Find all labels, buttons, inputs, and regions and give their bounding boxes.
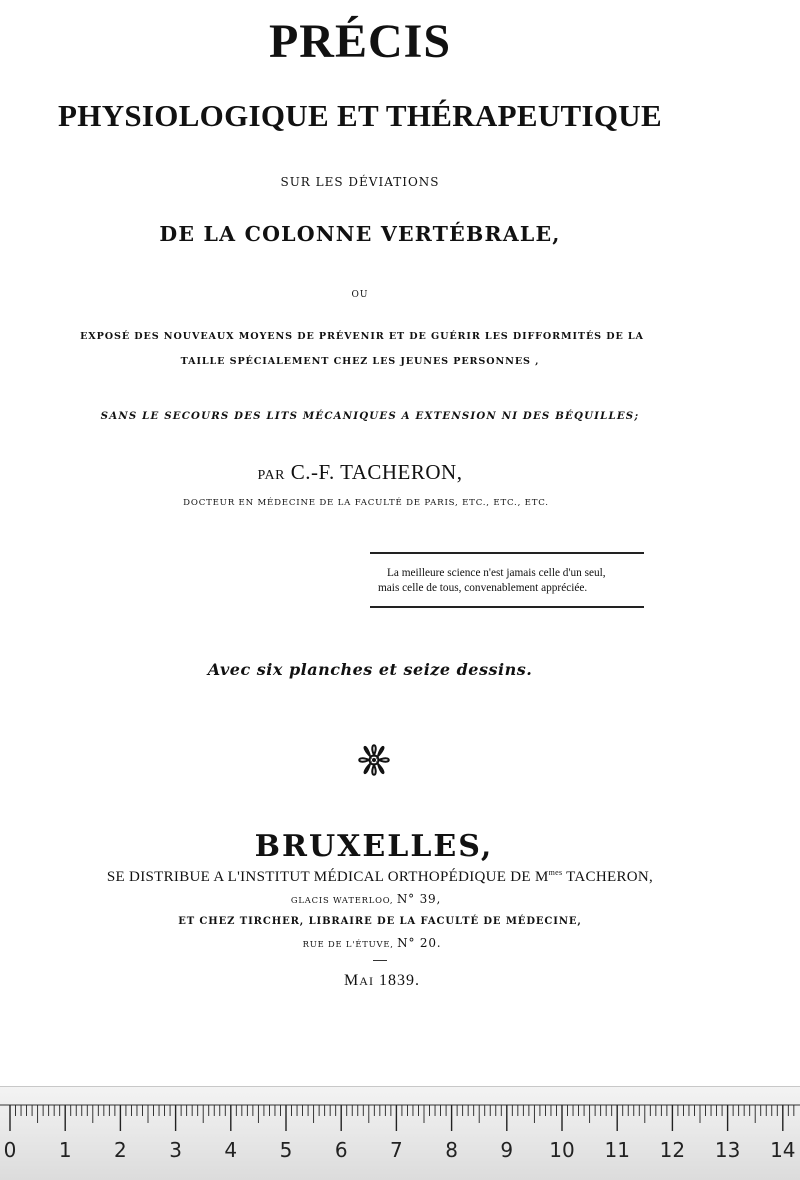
distribution-line-1-prefix: SE DISTRIBUE A L'INSTITUT MÉDICAL ORTHOPÉDIQUE DE M <box>106 869 549 885</box>
ruler-label: 4 <box>224 1138 238 1162</box>
address-line-2 <box>12 936 732 950</box>
subtitle-line-2: SUR LES DÉVIATIONS <box>280 175 440 189</box>
ruler-label: 11 <box>604 1138 630 1162</box>
description-line-2: TAILLE SPÉCIALEMENT CHEZ LES JEUNES PERSONNES , <box>180 356 540 367</box>
ruler-label: 7 <box>390 1138 403 1162</box>
description-line-3: SANS LE SECOURS DES LITS MÉCANIQUES A EXTENSION NI DES BÉQUILLES; <box>100 410 640 422</box>
ruler-scale <box>0 1087 800 1180</box>
floral-ornament-icon <box>352 738 396 782</box>
author-credentials: DOCTEUR EN MÉDECINE DE LA FACULTÉ DE PARIS, ETC., ETC., ETC. <box>183 498 549 508</box>
distribution-line-1-sup: mes <box>548 868 563 877</box>
ruler-label: 14 <box>770 1138 796 1162</box>
conjunction: OU <box>351 290 369 300</box>
address-line-1 <box>6 892 726 906</box>
distribution-line-2: ET CHEZ TIRCHER, LIBRAIRE DE LA FACULTÉ DE MÉDECINE, <box>178 916 582 927</box>
separator-dash <box>373 960 387 961</box>
author-line <box>0 460 720 485</box>
plates-note: Avec six planches et seize dessins. <box>207 660 533 679</box>
date-prefix-small: AI <box>359 974 374 988</box>
distribution-line-1-suffix: TACHERON, <box>562 869 654 885</box>
ruler-label: 3 <box>169 1138 182 1162</box>
ruler-label: 6 <box>334 1138 348 1162</box>
ruler-label: 10 <box>549 1138 575 1162</box>
address-1-text: GLACIS WATERLOO, <box>290 895 397 905</box>
address-1-number: N° 39, <box>396 892 442 906</box>
date-year: 1839. <box>373 972 420 989</box>
publication-city: BRUXELLES, <box>254 829 494 864</box>
date-prefix: M <box>344 972 360 989</box>
subtitle-line-3: DE LA COLONNE VERTÉBRALE, <box>159 222 561 246</box>
epigraph-box <box>370 552 644 608</box>
publication-date <box>22 972 742 990</box>
ruler-label: 2 <box>114 1138 127 1162</box>
address-2-number: N° 20. <box>397 936 442 950</box>
book-title: PRÉCIS <box>268 15 452 68</box>
ruler-label: 9 <box>500 1138 514 1162</box>
address-2-text: RUE DE L'ÉTUVE, <box>302 939 398 949</box>
ruler-label: 1 <box>58 1138 72 1162</box>
epigraph-line-2: mais celle de tous, convenablement appréciée. <box>378 582 588 594</box>
ruler-label: 12 <box>659 1138 686 1162</box>
epigraph-line-1: La meilleure science n'est jamais celle d'un seul, <box>387 567 606 579</box>
description-line-1: EXPOSÉ DES NOUVEAUX MOYENS DE PRÉVENIR ET DE GUÉRIR LES DIFFORMITÉS DE LA <box>80 331 644 342</box>
measuring-ruler <box>0 1086 800 1180</box>
author-name: C.-F. TACHERON, <box>290 460 463 484</box>
ruler-label: 0 <box>3 1138 17 1162</box>
author-prefix: PAR <box>257 468 285 483</box>
ruler-label: 13 <box>714 1138 741 1162</box>
ruler-label: 8 <box>445 1138 458 1162</box>
distribution-line-1 <box>20 868 740 886</box>
subtitle-line-1: PHYSIOLOGIQUE ET THÉRAPEUTIQUE <box>58 98 662 133</box>
ruler-label: 5 <box>279 1138 293 1162</box>
